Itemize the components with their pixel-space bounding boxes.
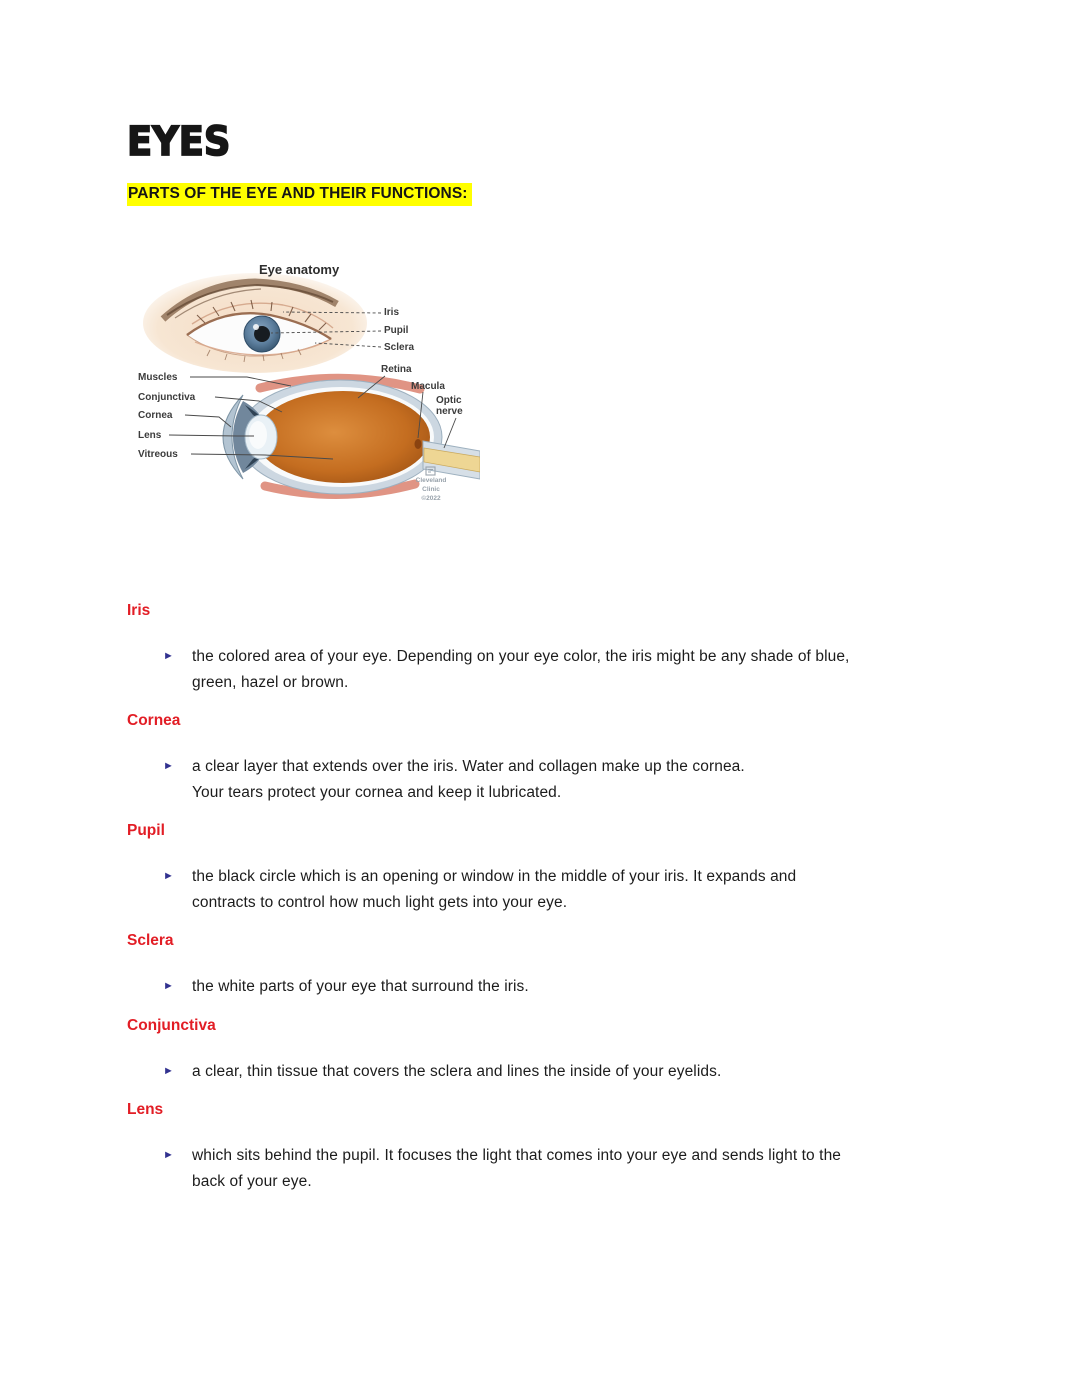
figure-credit <box>397 477 465 503</box>
macula-shape <box>415 439 422 449</box>
definition-text: the white parts of your eye that surround the iris. <box>192 978 529 995</box>
term-heading: Iris <box>127 602 151 619</box>
section-cornea <box>127 710 950 805</box>
figure-label-pupil: Pupil <box>384 325 409 336</box>
eye-anatomy-illustration <box>135 255 480 505</box>
definition-text: the black circle which is an opening or window in the middle of your iris. It expands and contracts to control how much light gets into your eye. <box>192 868 797 911</box>
section-lens <box>127 1099 950 1194</box>
figure-label-iris: Iris <box>384 307 400 318</box>
arrow-bullet-icon: ► <box>163 760 174 772</box>
section-pupil <box>127 820 950 915</box>
arrow-bullet-icon: ► <box>163 1149 174 1161</box>
definition-text: the colored area of your eye. Depending on your eye color, the iris might be any shade of blue, green, hazel or brown. <box>192 648 850 691</box>
iris-and-pupil <box>244 316 280 352</box>
definition-text: a clear, thin tissue that covers the sclera and lines the inside of your eyelids. <box>192 1062 722 1080</box>
figure-title: Eye anatomy <box>259 262 340 277</box>
credit-line: Clinic <box>422 485 440 493</box>
term-heading: Sclera <box>127 932 174 949</box>
section-sclera <box>127 930 950 1000</box>
credit-line: Cleveland <box>415 477 447 484</box>
figure-label-lens: Lens <box>138 430 162 441</box>
term-heading: Lens <box>127 1101 164 1118</box>
definition-list <box>127 600 950 1194</box>
highlighted-section-heading: PARTS OF THE EYE AND THEIR FUNCTIONS: <box>127 183 472 206</box>
figure-label-vitreous: Vitreous <box>138 449 178 460</box>
figure-label-cornea: Cornea <box>138 410 173 421</box>
definition-text: which sits behind the pupil. It focuses the light that comes into your eye and sends light to the back of your eye. <box>192 1147 842 1190</box>
page-title: EYES <box>127 119 231 165</box>
arrow-bullet-icon: ► <box>163 870 174 882</box>
figure-label-macula: Macula <box>411 381 445 392</box>
definition-text: a clear layer that extends over the iris. Water and collagen make up the cornea. Your tears protect your cornea and keep it lubricated. <box>192 758 745 801</box>
term-heading: Conjunctiva <box>127 1016 216 1034</box>
term-heading: Pupil <box>127 822 165 839</box>
figure-label-conjunctiva: Conjunctiva <box>138 392 196 403</box>
figure-label-sclera: Sclera <box>384 342 415 353</box>
section-iris <box>127 600 950 695</box>
figure-label-muscles: Muscles <box>138 372 178 383</box>
section-conjunctiva <box>127 1015 950 1085</box>
figure-label-optic-nerve: Optic nerve <box>436 395 463 417</box>
term-heading: Cornea <box>127 712 181 729</box>
arrow-bullet-icon: ► <box>163 980 174 992</box>
figure-label-retina: Retina <box>381 364 412 375</box>
arrow-bullet-icon: ► <box>163 1064 174 1077</box>
eye-anatomy-figure <box>135 255 480 505</box>
credit-line: ©2022 <box>421 494 441 502</box>
arrow-bullet-icon: ► <box>163 650 174 662</box>
